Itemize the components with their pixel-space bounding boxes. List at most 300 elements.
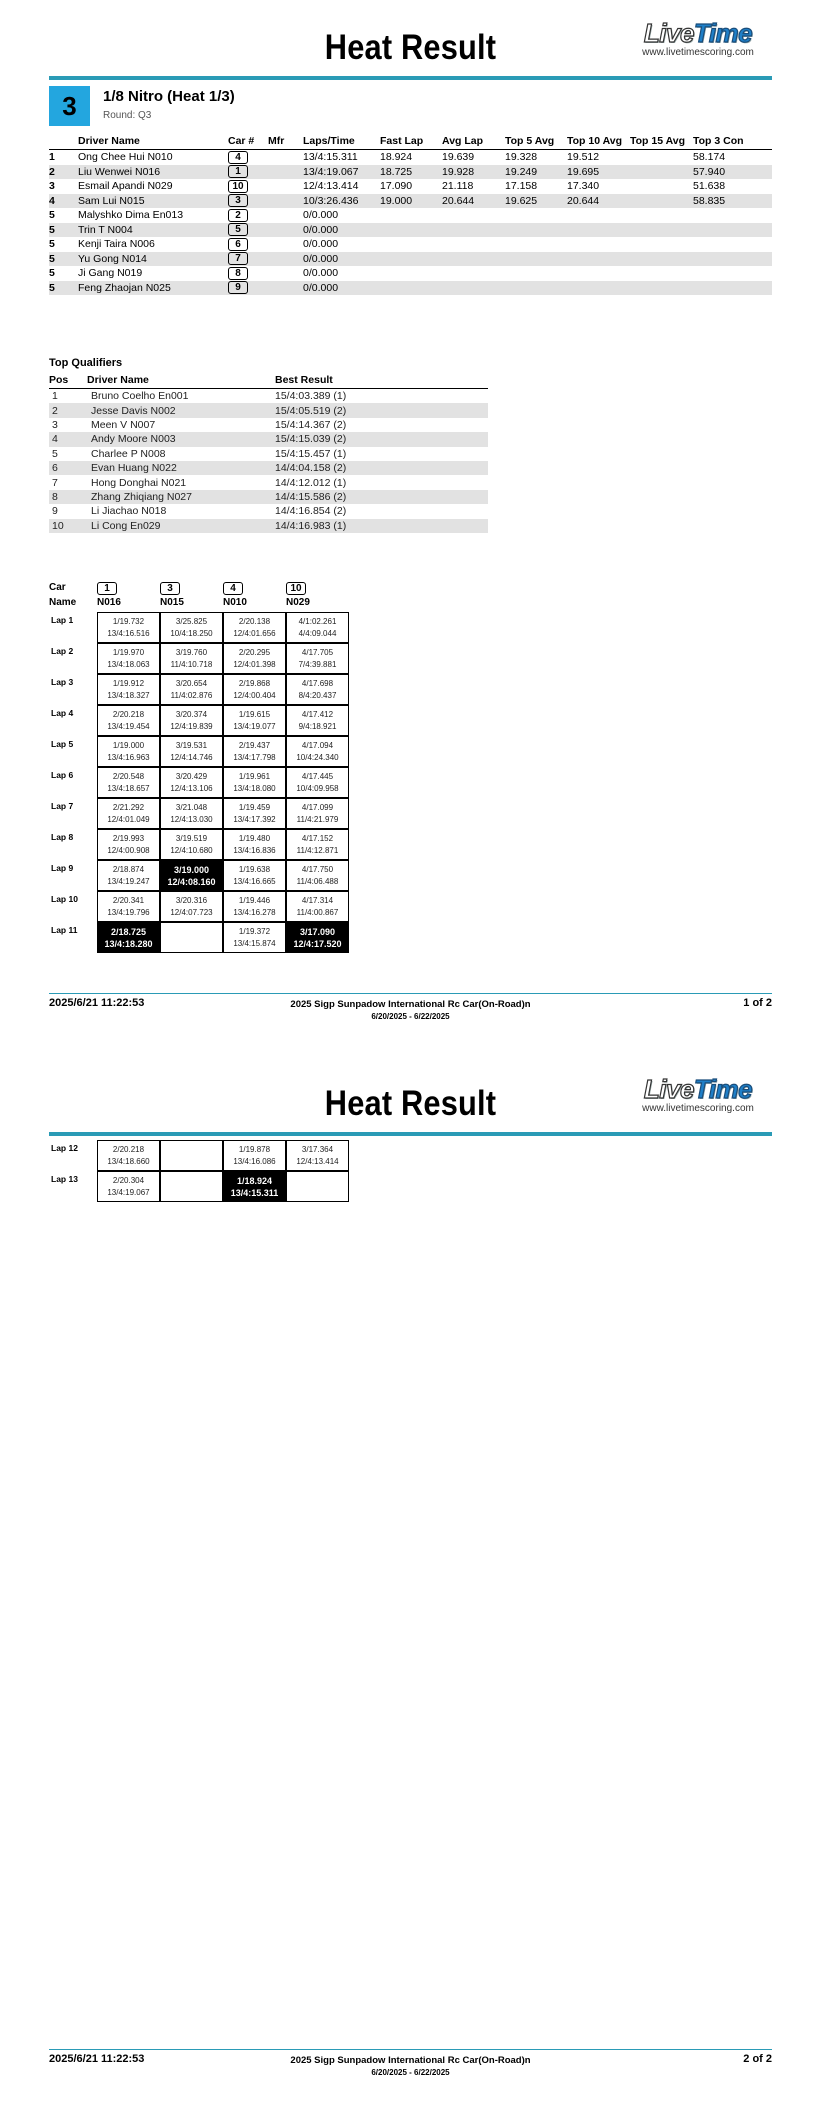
- results-cell-driver: Ong Chee Hui N010: [78, 151, 173, 164]
- results-row: [49, 150, 772, 165]
- lap-label: Lap 7: [51, 801, 74, 811]
- livetime-logo: LiveTime www.livetimescoring.com: [624, 1075, 772, 1114]
- page-header: [49, 18, 772, 80]
- lap-cell: [223, 643, 286, 674]
- lap-cell-total: 13/4:18.063: [107, 660, 150, 669]
- results-cell-laps: 12/4:13.414: [303, 180, 359, 193]
- results-cell-pos: 5: [49, 223, 78, 238]
- results-cell-top10: 19.695: [567, 165, 630, 180]
- results-cell-fast: 19.000: [380, 194, 442, 209]
- results-cell-fast: [380, 237, 442, 252]
- lap-cell-time: 4/17.705: [301, 648, 334, 657]
- results-cell-top10: [567, 266, 630, 281]
- results-cell-avg: [442, 266, 505, 281]
- lap-cell-time: 4/17.314: [301, 896, 334, 905]
- qualifier-cell-best: 15/4:15.039 (2): [275, 432, 488, 446]
- qualifier-cell-best: 14/4:04.158 (2): [275, 461, 488, 475]
- lap-cell-time: 2/19.437: [238, 741, 271, 750]
- results-cell-avg: [442, 208, 505, 223]
- lap-cell: [223, 922, 286, 953]
- lap-grid-car-name: N029: [286, 597, 310, 608]
- results-row: [49, 266, 772, 281]
- lap-cell-time: 2/19.993: [112, 834, 145, 843]
- car-number-badge: 2: [228, 209, 248, 222]
- lap-cell-time: 3/21.048: [175, 803, 208, 812]
- lap-cell: [97, 798, 160, 829]
- results-cell-pos: 2: [49, 165, 78, 180]
- lap-grid-car-name: N010: [223, 597, 247, 608]
- lap-cell: [160, 829, 223, 860]
- car-number-cell: [228, 208, 268, 223]
- results-cell-top10: [567, 237, 630, 252]
- lap-cell: [160, 674, 223, 705]
- lap-cell: [160, 922, 223, 953]
- qualifier-cell-pos: 2: [49, 403, 87, 417]
- logo-url: www.livetimescoring.com: [642, 1103, 754, 1114]
- lap-cell: [223, 891, 286, 922]
- lap-label: Lap 5: [51, 739, 74, 749]
- lap-cell-time: 3/19.531: [175, 741, 208, 750]
- lap-cell-total: 12/4:13.030: [170, 815, 213, 824]
- footer-datetime: 2025/6/21 11:22:53: [49, 2053, 145, 2065]
- page-title: Heat Result: [324, 1084, 497, 1123]
- qualifier-row: [49, 475, 488, 489]
- qualifier-cell-best: 14/4:15.586 (2): [275, 490, 488, 504]
- heat-round: Round: Q3: [103, 110, 152, 121]
- results-row: [49, 237, 772, 252]
- results-cell-top3con: [693, 223, 772, 238]
- car-number-cell: [228, 179, 268, 194]
- qualifier-cell-best: 15/4:15.457 (1): [275, 447, 347, 460]
- qualifier-cell-driver: Charlee P N008: [91, 447, 166, 460]
- car-number-cell: [228, 150, 268, 165]
- lap-label: Lap 12: [51, 1143, 78, 1153]
- qualifier-cell-driver: Li Jiachao N018: [91, 505, 167, 518]
- lap-cell: [286, 736, 349, 767]
- lap-cell-total: 11/4:10.718: [170, 660, 213, 669]
- lap-cell-total: 9/4:18.921: [298, 722, 337, 731]
- results-cell-mfr: [268, 150, 303, 165]
- results-cell-top5: 19.625: [505, 194, 567, 209]
- qualifier-cell-pos: 9: [52, 505, 58, 518]
- results-cell-laps: 13/4:15.311: [303, 151, 358, 164]
- lap-cell-time: 3/19.000: [173, 865, 210, 875]
- results-cell-mfr: [268, 179, 303, 194]
- heat-title: 1/8 Nitro (Heat 1/3): [103, 88, 235, 105]
- lap-cell: [286, 643, 349, 674]
- car-number-badge: 5: [228, 223, 248, 236]
- results-col-header: Laps/Time: [303, 132, 380, 150]
- lap-cell-total: 13/4:16.665: [233, 877, 276, 886]
- lap-cell: [223, 1140, 286, 1171]
- lap-cell: [223, 798, 286, 829]
- results-cell-fast: [380, 208, 442, 223]
- lap-cell-time: 1/19.480: [238, 834, 271, 843]
- qualifier-cell-pos: 8: [49, 490, 87, 504]
- lap-cell-best: [286, 922, 349, 953]
- lap-cell-time: 4/17.412: [301, 710, 334, 719]
- lap-cell: [286, 1140, 349, 1171]
- lap-cell-total: 12/4:13.106: [170, 784, 213, 793]
- lap-cell-time: 1/19.878: [238, 1145, 271, 1154]
- results-cell-top5: [505, 223, 567, 238]
- lap-cell-time: 1/19.912: [112, 679, 145, 688]
- lap-cell: [97, 612, 160, 643]
- results-col-header: Top 5 Avg: [505, 132, 567, 150]
- lap-cell: [223, 612, 286, 643]
- results-cell-top5: [505, 237, 567, 252]
- lap-cell: [286, 705, 349, 736]
- results-cell-fast: 17.090: [380, 180, 413, 193]
- lap-cell-total: 11/4:21.979: [296, 815, 339, 824]
- results-row: [49, 165, 772, 180]
- results-cell-top5: [505, 252, 567, 267]
- results-cell-fast: [380, 223, 442, 238]
- lap-cell-total: 13/4:19.796: [107, 908, 150, 917]
- lap-label: Lap 4: [51, 708, 74, 718]
- lap-cell-best: [223, 1171, 286, 1202]
- lap-cell: [97, 1140, 160, 1171]
- results-cell-top5: [505, 281, 567, 296]
- lap-cell-total: 12/4:07.723: [170, 908, 213, 917]
- lap-label: Lap 3: [51, 677, 74, 687]
- results-cell-top5: 19.249: [505, 165, 567, 180]
- results-col-header: Car #: [228, 132, 268, 150]
- lap-cell-time: 2/18.874: [112, 865, 145, 874]
- heat-number-badge: 3: [49, 86, 90, 126]
- results-cell-top15: [630, 150, 693, 165]
- qualifier-cell-best: 14/4:16.983 (1): [275, 519, 488, 533]
- qualifier-cell-driver: Bruno Coelho En001: [91, 390, 189, 403]
- lap-cell-time: 4/17.099: [301, 803, 334, 812]
- qualifier-cell-pos: 3: [52, 418, 58, 431]
- results-cell-top5: [505, 266, 567, 281]
- results-col-header: [49, 132, 78, 150]
- car-number-cell: [228, 165, 268, 180]
- lap-cell-total: 11/4:06.488: [296, 877, 339, 886]
- lap-cell: [97, 891, 160, 922]
- results-row: [49, 194, 772, 209]
- results-cell-fast: [380, 266, 442, 281]
- results-cell-pos: 5: [49, 209, 55, 222]
- car-number-badge: 3: [228, 194, 248, 207]
- results-cell-fast: [380, 252, 442, 267]
- lap-label: Lap 10: [51, 894, 78, 904]
- lap-cell-time: 4/17.698: [301, 679, 334, 688]
- footer-date-range: 6/20/2025 - 6/22/2025: [371, 2068, 450, 2077]
- lap-cell-time: 4/17.445: [301, 772, 334, 781]
- results-cell-avg: [442, 223, 505, 238]
- lap-cell: [223, 674, 286, 705]
- results-cell-top15: [630, 266, 693, 281]
- footer-event-name: 2025 Sigp Sunpadow International Rc Car(On-Road)n: [290, 2055, 531, 2066]
- qualifier-row: [49, 504, 488, 518]
- lap-label: Lap 13: [51, 1174, 78, 1184]
- results-cell-top10: [567, 208, 630, 223]
- results-cell-top3con: 51.638: [693, 180, 726, 193]
- car-number-cell: [228, 223, 268, 238]
- results-col-header: Top 3 Con: [693, 132, 772, 150]
- lap-cell-total: 12/4:01.656: [233, 629, 276, 638]
- results-row: [49, 281, 772, 296]
- lap-cell: [223, 767, 286, 798]
- lap-cell-total: 12/4:01.049: [107, 815, 150, 824]
- lap-cell: [160, 736, 223, 767]
- lap-cell-total: 11/4:02.876: [170, 691, 213, 700]
- results-cell-avg: 19.928: [442, 165, 505, 180]
- lap-cell: [223, 829, 286, 860]
- lap-cell-time: 3/19.519: [175, 834, 208, 843]
- lap-cell-time: 1/19.961: [238, 772, 271, 781]
- qualifier-cell-driver: Evan Huang N022: [87, 461, 275, 475]
- results-cell-fast: 18.924: [380, 151, 413, 164]
- lap-cell-total: 12/4:10.680: [170, 846, 213, 855]
- results-cell-top15: [630, 165, 693, 180]
- results-cell-top10: 19.512: [567, 151, 600, 164]
- results-cell-top15: [630, 223, 693, 238]
- lap-cell-best: [160, 860, 223, 891]
- lap-cell-time: 4/1:02.261: [298, 617, 337, 626]
- lap-cell-total: 12/4:00.404: [233, 691, 276, 700]
- footer-date-range: 6/20/2025 - 6/22/2025: [371, 1012, 450, 1021]
- lap-cell-total: 12/4:08.160: [167, 877, 216, 887]
- car-number-badge: 7: [228, 252, 248, 265]
- header-rule: [49, 76, 772, 80]
- results-cell-pos: 5: [49, 281, 78, 296]
- lap-cell-total: 11/4:00.867: [296, 908, 339, 917]
- lap-cell: [286, 829, 349, 860]
- qualifier-row: [49, 490, 488, 504]
- lap-cell: [97, 736, 160, 767]
- lap-cell-total: 12/4:13.414: [296, 1157, 339, 1166]
- results-cell-top3con: 58.835: [693, 194, 772, 209]
- lap-cell-time: 2/20.341: [112, 896, 145, 905]
- car-number-badge: 8: [228, 267, 248, 280]
- results-cell-top3con: [693, 237, 772, 252]
- footer-event-name: 2025 Sigp Sunpadow International Rc Car(On-Road)n: [290, 999, 531, 1010]
- lap-cell: [160, 612, 223, 643]
- results-row: [49, 252, 772, 267]
- car-number-cell: [228, 237, 268, 252]
- results-cell-laps: 0/0.000: [303, 238, 339, 251]
- results-cell-mfr: [268, 237, 303, 252]
- results-cell-top15: [630, 179, 693, 194]
- results-cell-top10: 17.340: [567, 180, 600, 193]
- footer-rule: [49, 993, 772, 994]
- results-cell-top15: [630, 252, 693, 267]
- lap-cell: [97, 674, 160, 705]
- lap-cell-time: 2/20.548: [112, 772, 145, 781]
- qualifier-cell-best: 15/4:03.389 (1): [275, 390, 347, 403]
- qualifier-row: [49, 389, 488, 404]
- results-cell-top15: [630, 194, 693, 209]
- lap-cell-total: 13/4:16.516: [107, 629, 150, 638]
- lap-cell: [97, 1171, 160, 1202]
- qualifier-row: [49, 418, 488, 432]
- qualifier-row: [49, 403, 488, 417]
- lap-cell-total: 12/4:17.520: [293, 939, 342, 949]
- lap-grid-car-badge: 10: [286, 582, 306, 595]
- lap-cell-time: 3/17.364: [301, 1145, 334, 1154]
- lap-cell-total: 13/4:19.067: [107, 1188, 150, 1197]
- lap-cell-time: 2/18.725: [110, 927, 147, 937]
- lap-cell-time: 4/17.094: [301, 741, 334, 750]
- lap-cell-time: 1/19.459: [238, 803, 271, 812]
- qualifier-cell-pos: 6: [49, 461, 87, 475]
- lap-cell-time: 2/19.868: [238, 679, 271, 688]
- lap-cell-total: 11/4:12.871: [296, 846, 339, 855]
- lap-cell-total: 12/4:19.839: [170, 722, 213, 731]
- results-cell-driver: Kenji Taira N006: [78, 238, 155, 251]
- qualifier-cell-best: 15/4:14.367 (2): [275, 418, 347, 431]
- lap-cell-time: 2/20.304: [112, 1176, 145, 1185]
- results-cell-top5: [505, 208, 567, 223]
- lap-label: Lap 6: [51, 770, 74, 780]
- results-table: [49, 132, 772, 295]
- lap-cell: [160, 1140, 223, 1171]
- results-cell-driver: Feng Zhaojan N025: [78, 281, 228, 296]
- results-cell-fast: [380, 281, 442, 296]
- results-cell-pos: 5: [49, 267, 55, 280]
- results-cell-laps: 0/0.000: [303, 252, 380, 267]
- results-cell-pos: 3: [49, 180, 55, 193]
- lap-cell-total: 13/4:17.798: [233, 753, 276, 762]
- results-cell-top15: [630, 208, 693, 223]
- results-cell-driver: Yu Gong N014: [78, 252, 228, 267]
- lap-cell: [160, 1171, 223, 1202]
- results-cell-pos: 4: [49, 194, 78, 209]
- qualifier-cell-driver: Meen V N007: [91, 418, 156, 431]
- lap-cell-total: 7/4:39.881: [298, 660, 337, 669]
- results-cell-laps: 0/0.000: [303, 223, 380, 238]
- qualifier-cell-driver: Hong Donghai N021: [91, 476, 187, 489]
- lap-label: Lap 2: [51, 646, 74, 656]
- qualifier-cell-pos: 1: [52, 390, 58, 403]
- lap-cell: [286, 612, 349, 643]
- results-cell-top3con: [693, 266, 772, 281]
- header-rule: [49, 1132, 772, 1136]
- lap-cell: [160, 767, 223, 798]
- qualifiers-table: [49, 372, 488, 533]
- lap-cell-time: 3/17.090: [299, 927, 336, 937]
- results-cell-laps: 0/0.000: [303, 281, 380, 296]
- lap-cell: [286, 767, 349, 798]
- lap-cell-total: 13/4:18.660: [107, 1157, 150, 1166]
- results-col-header: Avg Lap: [442, 132, 505, 150]
- results-row: [49, 179, 772, 194]
- lap-cell: [286, 798, 349, 829]
- lap-cell: [160, 798, 223, 829]
- lap-cell-total: 12/4:14.746: [170, 753, 213, 762]
- qualifiers-col-header: Best Result: [275, 372, 488, 389]
- lap-cell: [97, 860, 160, 891]
- results-cell-top3con: 58.174: [693, 151, 726, 164]
- lap-cell-time: 3/19.760: [175, 648, 208, 657]
- results-row: [49, 208, 772, 223]
- results-cell-driver: Ji Gang N019: [78, 267, 143, 280]
- results-cell-top3con: [693, 281, 772, 296]
- lap-cell: [286, 674, 349, 705]
- results-header-row: [49, 132, 772, 150]
- lap-cell-time: 3/20.374: [175, 710, 208, 719]
- lap-cell-time: 2/20.295: [238, 648, 271, 657]
- results-cell-top10: 20.644: [567, 194, 630, 209]
- lap-cell: [160, 705, 223, 736]
- lap-cell: [286, 891, 349, 922]
- car-number-badge: 4: [228, 151, 248, 164]
- lap-cell-total: 13/4:15.311: [230, 1188, 279, 1198]
- lap-cell: [223, 860, 286, 891]
- lap-cell-total: 13/4:18.280: [104, 939, 153, 949]
- qualifier-cell-pos: 10: [49, 519, 87, 533]
- lap-cell-time: 2/21.292: [112, 803, 145, 812]
- results-cell-mfr: [268, 252, 303, 267]
- car-number-cell: [228, 194, 268, 209]
- lap-grid-car-badge: 3: [160, 582, 180, 595]
- results-cell-avg: 20.644: [442, 194, 505, 209]
- lap-cell: [97, 829, 160, 860]
- results-cell-top10: [567, 281, 630, 296]
- lap-cell-total: 13/4:19.454: [107, 722, 150, 731]
- lap-cell-time: 3/20.654: [175, 679, 208, 688]
- results-cell-pos: 5: [49, 238, 55, 251]
- qualifiers-col-header: Driver Name: [87, 372, 275, 389]
- lap-cell-time: 1/19.970: [112, 648, 145, 657]
- lap-cell-total: 13/4:19.077: [233, 722, 276, 731]
- lap-cell-total: 13/4:18.080: [233, 784, 276, 793]
- results-cell-pos: 5: [49, 252, 78, 267]
- lap-cell-time: 3/20.316: [175, 896, 208, 905]
- qualifier-cell-best: 15/4:05.519 (2): [275, 403, 488, 417]
- results-col-header: Mfr: [268, 132, 303, 150]
- lap-label: Lap 8: [51, 832, 74, 842]
- lap-cell-time: 3/25.825: [175, 617, 208, 626]
- results-cell-top10: [567, 252, 630, 267]
- lap-cell-best: [97, 922, 160, 953]
- qualifier-cell-best: 14/4:12.012 (1): [275, 476, 347, 489]
- lap-grid-car-label: Car: [49, 582, 66, 593]
- lap-cell: [286, 860, 349, 891]
- results-cell-top15: [630, 237, 693, 252]
- lap-grid-name-label: Name: [49, 597, 77, 608]
- qualifier-cell-driver: Zhang Zhiqiang N027: [87, 490, 275, 504]
- lap-cell: [97, 767, 160, 798]
- footer-datetime: 2025/6/21 11:22:53: [49, 997, 145, 1009]
- top-qualifiers-title: Top Qualifiers: [49, 357, 123, 369]
- lap-cell: [160, 891, 223, 922]
- qualifier-row: [49, 447, 488, 461]
- lap-cell-total: 10/4:09.958: [296, 784, 339, 793]
- page-header: [49, 1074, 772, 1136]
- lap-cell-time: 2/20.138: [238, 617, 271, 626]
- results-cell-mfr: [268, 266, 303, 281]
- qualifier-row: [49, 519, 488, 533]
- lap-cell-total: 8/4:20.437: [298, 691, 337, 700]
- results-cell-mfr: [268, 208, 303, 223]
- lap-cell-total: 13/4:16.086: [233, 1157, 276, 1166]
- lap-cell-total: 13/4:17.392: [233, 815, 276, 824]
- qualifier-cell-driver: Andy Moore N003: [87, 432, 275, 446]
- lap-cell: [223, 705, 286, 736]
- results-cell-driver: Malyshko Dima En013: [78, 209, 184, 222]
- lap-cell: [160, 643, 223, 674]
- results-cell-avg: [442, 252, 505, 267]
- lap-cell: [97, 705, 160, 736]
- results-row: [49, 223, 772, 238]
- qualifier-cell-driver: Li Cong En029: [87, 519, 275, 533]
- lap-label: Lap 1: [51, 615, 74, 625]
- lap-cell: [97, 643, 160, 674]
